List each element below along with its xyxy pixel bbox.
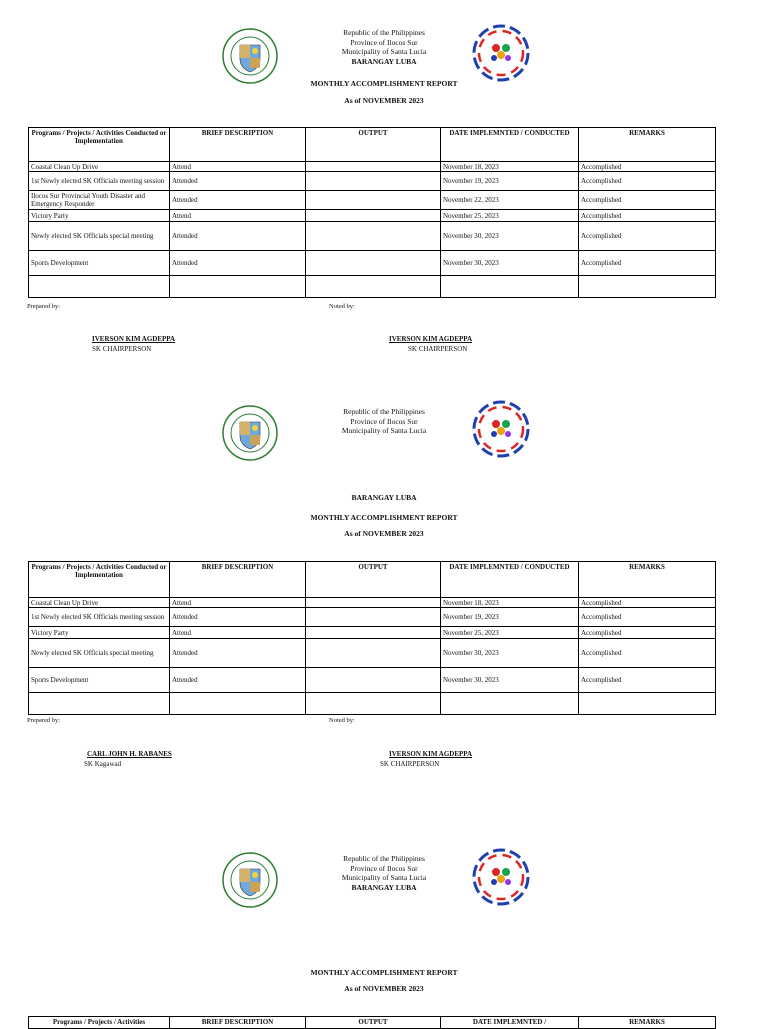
column-header: DATE IMPLEMNTED / <box>441 1017 579 1029</box>
header-line: Municipality of Santa Lucia <box>341 873 427 882</box>
table-cell: Accomplished <box>579 608 716 627</box>
report-header <box>300 28 468 66</box>
table-cell <box>441 693 579 715</box>
table-cell: Attended <box>170 222 306 251</box>
report-period: As of NOVEMBER 2023 <box>344 96 424 105</box>
table-cell: November 19, 2023 <box>441 172 579 191</box>
table-cell <box>441 276 579 298</box>
noted-by-name: IVERSON KIM AGDEPPA <box>389 335 473 343</box>
column-header: BRIEF DESCRIPTION <box>170 562 306 598</box>
table-cell: November 30, 2023 <box>441 222 579 251</box>
column-header: DATE IMPLEMNTED / CONDUCTED <box>441 562 579 598</box>
table-cell: Accomplished <box>579 210 716 222</box>
table-cell: Sports Development <box>29 251 170 276</box>
table-cell <box>306 598 441 608</box>
column-header: DATE IMPLEMNTED / CONDUCTED <box>441 128 579 162</box>
accomplishment-table <box>28 1016 716 1029</box>
noted-by-label: Noted by: <box>329 303 355 310</box>
header-line: Municipality of Santa Lucia <box>341 47 427 56</box>
table-cell: Accomplished <box>579 639 716 668</box>
barangay-name: BARANGAY LUBA <box>351 493 417 502</box>
table-row <box>29 639 716 668</box>
prepared-by-label: Prepared by: <box>27 303 61 310</box>
table-cell <box>170 276 306 298</box>
table-cell: Attend <box>170 598 306 608</box>
table-row <box>29 276 716 298</box>
report-period: As of NOVEMBER 2023 <box>344 984 424 993</box>
table-cell: 1st Newly elected SK Officials meeting session <box>29 608 170 627</box>
table-cell <box>306 191 441 210</box>
header-line: Republic of the Philippines <box>343 854 425 863</box>
table-cell: Newly elected SK Officials special meeting <box>29 222 170 251</box>
table-cell: November 25, 2023 <box>441 210 579 222</box>
table-cell: Attend <box>170 210 306 222</box>
prepared-by-name: IVERSON KIM AGDEPPA <box>92 335 176 343</box>
column-header: REMARKS <box>579 128 716 162</box>
report-header <box>300 854 468 892</box>
prepared-by-label: Prepared by: <box>27 717 61 724</box>
accomplishment-table <box>28 561 716 715</box>
table-cell: Accomplished <box>579 668 716 693</box>
table-cell: Accomplished <box>579 162 716 172</box>
table-cell: November 18, 2023 <box>441 598 579 608</box>
column-header: Programs / Projects / Activities <box>29 1017 170 1029</box>
table-cell: Newly elected SK Officials special meeting <box>29 639 170 668</box>
sk-luba-logo-icon <box>472 400 530 458</box>
table-row <box>29 627 716 639</box>
column-header: Programs / Projects / Activities Conducted or Implementation <box>29 128 170 162</box>
noted-by-name: IVERSON KIM AGDEPPA <box>389 750 473 758</box>
noted-by-position: SK CHAIRPERSON <box>380 760 440 768</box>
table-cell <box>306 276 441 298</box>
table-cell <box>306 693 441 715</box>
barangay-name: BARANGAY LUBA <box>351 56 417 66</box>
table-cell: Attend <box>170 627 306 639</box>
prepared-by-position: SK CHAIRPERSON <box>92 345 152 353</box>
header-line: Province of Ilocos Sur <box>350 416 418 426</box>
report-title: MONTHLY ACCOMPLISHMENT REPORT <box>310 968 458 977</box>
table-cell: Accomplished <box>579 191 716 210</box>
report-header <box>300 407 468 436</box>
sk-luba-logo-icon <box>472 848 530 906</box>
table-row <box>29 210 716 222</box>
table-cell: Accomplished <box>579 251 716 276</box>
table-row <box>29 608 716 627</box>
table-header-row <box>29 1017 716 1029</box>
table-cell: Accomplished <box>579 172 716 191</box>
table-cell: November 18, 2023 <box>441 162 579 172</box>
table-cell: Attended <box>170 608 306 627</box>
column-header: OUTPUT <box>306 562 441 598</box>
column-header: BRIEF DESCRIPTION <box>170 128 306 162</box>
table-cell <box>306 639 441 668</box>
table-cell <box>170 693 306 715</box>
barangay-luba-seal-icon <box>222 852 278 908</box>
table-cell: Accomplished <box>579 598 716 608</box>
header-line: Republic of the Philippines <box>343 28 425 37</box>
table-cell: Ilocos Sur Provincial Youth Disaster and Emergency Responder <box>29 191 170 210</box>
table-row <box>29 162 716 172</box>
table-cell: Attended <box>170 668 306 693</box>
column-header: OUTPUT <box>306 1017 441 1029</box>
table-cell: 1st Newly elected SK Officials meeting session <box>29 172 170 191</box>
report-period: As of NOVEMBER 2023 <box>344 529 424 538</box>
noted-by-position: SK CHAIRPERSON <box>408 345 468 353</box>
column-header: Programs / Projects / Activities Conducted or Implementation <box>29 562 170 598</box>
table-cell <box>306 251 441 276</box>
prepared-by-name: CARL JOHN H. RABANES <box>87 750 172 758</box>
table-cell <box>579 276 716 298</box>
table-cell: Attended <box>170 172 306 191</box>
table-row <box>29 222 716 251</box>
table-cell: Attend <box>170 162 306 172</box>
table-cell: Sports Development <box>29 668 170 693</box>
column-header: REMARKS <box>579 562 716 598</box>
table-cell: Accomplished <box>579 222 716 251</box>
table-cell: November 30, 2023 <box>441 251 579 276</box>
table-cell: November 22, 2023 <box>441 191 579 210</box>
table-cell <box>306 172 441 191</box>
header-line: Province of Ilocos Sur <box>350 863 418 873</box>
table-row <box>29 172 716 191</box>
table-cell <box>579 693 716 715</box>
column-header: BRIEF DESCRIPTION <box>170 1017 306 1029</box>
table-cell: Coastal Clean Up Drive <box>29 598 170 608</box>
table-cell: Attended <box>170 191 306 210</box>
barangay-name: BARANGAY LUBA <box>351 882 417 892</box>
table-cell: Attended <box>170 639 306 668</box>
header-line: Republic of the Philippines <box>343 407 425 416</box>
table-cell <box>306 162 441 172</box>
table-cell: Attended <box>170 251 306 276</box>
table-cell: November 30, 2023 <box>441 668 579 693</box>
header-line: Municipality of Santa Lucia <box>341 426 427 435</box>
barangay-luba-seal-icon <box>222 405 278 461</box>
table-cell: November 19, 2023 <box>441 608 579 627</box>
table-cell <box>29 276 170 298</box>
table-cell: Accomplished <box>579 627 716 639</box>
barangay-luba-seal-icon <box>222 28 278 84</box>
table-cell <box>306 222 441 251</box>
noted-by-label: Noted by: <box>329 717 355 724</box>
table-cell <box>306 668 441 693</box>
sk-luba-logo-icon <box>472 24 530 82</box>
table-row <box>29 693 716 715</box>
column-header: REMARKS <box>579 1017 716 1029</box>
report-title: MONTHLY ACCOMPLISHMENT REPORT <box>310 513 458 522</box>
table-cell: November 25, 2023 <box>441 627 579 639</box>
table-cell: Victory Party <box>29 627 170 639</box>
table-cell: Victory Party <box>29 210 170 222</box>
table-cell <box>29 693 170 715</box>
table-row <box>29 251 716 276</box>
table-cell: Coastal Clean Up Drive <box>29 162 170 172</box>
table-cell <box>306 627 441 639</box>
column-header: OUTPUT <box>306 128 441 162</box>
table-row <box>29 668 716 693</box>
accomplishment-table <box>28 127 716 298</box>
table-row <box>29 191 716 210</box>
report-title: MONTHLY ACCOMPLISHMENT REPORT <box>310 79 458 88</box>
table-header-row <box>29 562 716 598</box>
table-cell: November 30, 2023 <box>441 639 579 668</box>
table-header-row <box>29 128 716 162</box>
prepared-by-position: SK Kagawad <box>84 760 122 768</box>
table-cell <box>306 608 441 627</box>
table-cell <box>306 210 441 222</box>
table-row <box>29 598 716 608</box>
header-line: Province of Ilocos Sur <box>350 37 418 47</box>
